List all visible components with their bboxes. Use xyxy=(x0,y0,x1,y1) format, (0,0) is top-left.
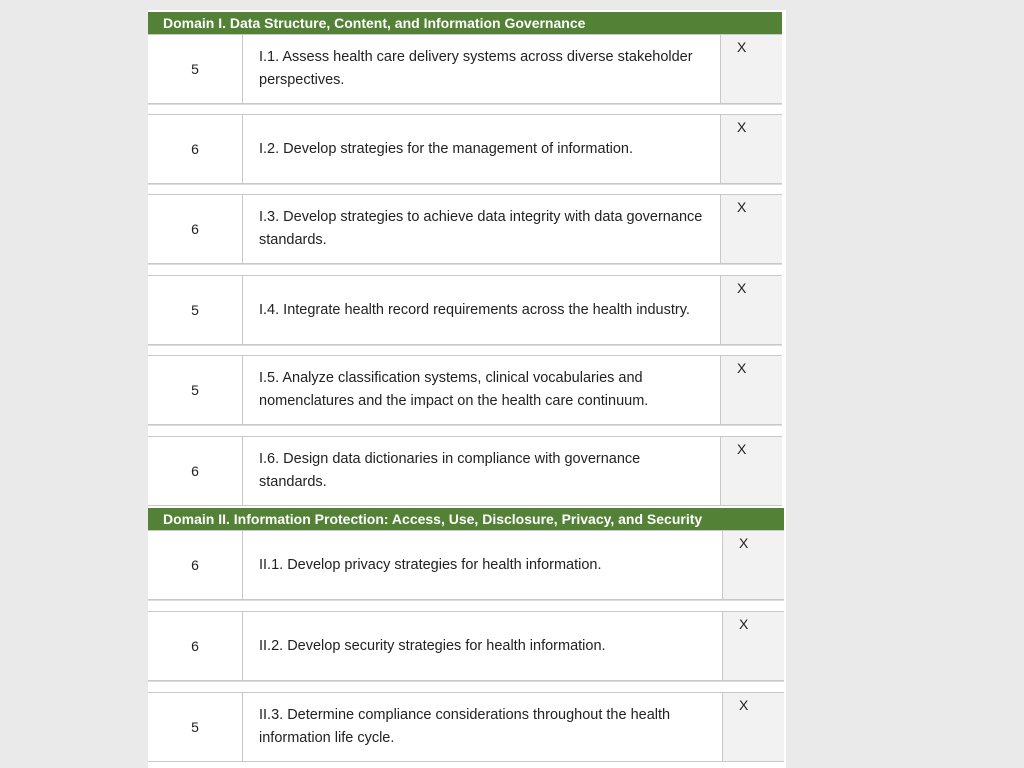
table-row xyxy=(148,275,782,345)
domain-1-header: Domain I. Data Structure, Content, and Information Governance xyxy=(148,12,782,34)
row-number: 6 xyxy=(148,195,243,263)
row-number: 5 xyxy=(148,276,243,344)
row-description: I.1. Assess health care delivery systems across diverse stakeholder perspectives. xyxy=(243,35,721,103)
table-row xyxy=(148,611,784,681)
row-mark: X xyxy=(723,612,784,680)
row-number: 6 xyxy=(148,437,243,505)
row-mark: X xyxy=(723,693,784,761)
row-mark: X xyxy=(721,276,782,344)
row-gap xyxy=(148,184,782,194)
row-description: I.4. Integrate health record requirements across the health industry. xyxy=(243,276,721,344)
row-description: I.6. Design data dictionaries in compliance with governance standards. xyxy=(243,437,721,505)
competency-table xyxy=(148,10,786,768)
row-description: II.3. Determine compliance considerations throughout the health information life cycle. xyxy=(243,693,723,761)
table-row xyxy=(148,114,782,184)
row-mark: X xyxy=(721,356,782,424)
row-mark: X xyxy=(721,35,782,103)
row-description: II.1. Develop privacy strategies for health information. xyxy=(243,531,723,599)
domain-2-header: Domain II. Information Protection: Access, Use, Disclosure, Privacy, and Security xyxy=(148,508,784,530)
row-number: 6 xyxy=(148,531,243,599)
row-mark: X xyxy=(723,531,784,599)
row-mark: X xyxy=(721,437,782,505)
row-gap xyxy=(148,600,784,610)
table-row xyxy=(148,530,784,600)
table-row xyxy=(148,692,784,762)
row-number: 6 xyxy=(148,115,243,183)
row-number: 5 xyxy=(148,35,243,103)
row-gap xyxy=(148,345,782,355)
row-gap xyxy=(148,681,784,691)
row-gap xyxy=(148,425,782,435)
table-row xyxy=(148,194,782,264)
row-number: 6 xyxy=(148,612,243,680)
row-description: I.5. Analyze classification systems, clinical vocabularies and nomenclatures and the impact on the health care continuum. xyxy=(243,356,721,424)
row-mark: X xyxy=(721,115,782,183)
row-description: I.3. Develop strategies to achieve data integrity with data governance standards. xyxy=(243,195,721,263)
row-mark: X xyxy=(721,195,782,263)
row-gap xyxy=(148,264,782,274)
row-description: II.2. Develop security strategies for health information. xyxy=(243,612,723,680)
table-row xyxy=(148,34,782,104)
row-number: 5 xyxy=(148,693,243,761)
row-number: 5 xyxy=(148,356,243,424)
row-gap xyxy=(148,104,782,114)
row-description: I.2. Develop strategies for the management of information. xyxy=(243,115,721,183)
table-row xyxy=(148,355,782,425)
table-row xyxy=(148,436,782,506)
